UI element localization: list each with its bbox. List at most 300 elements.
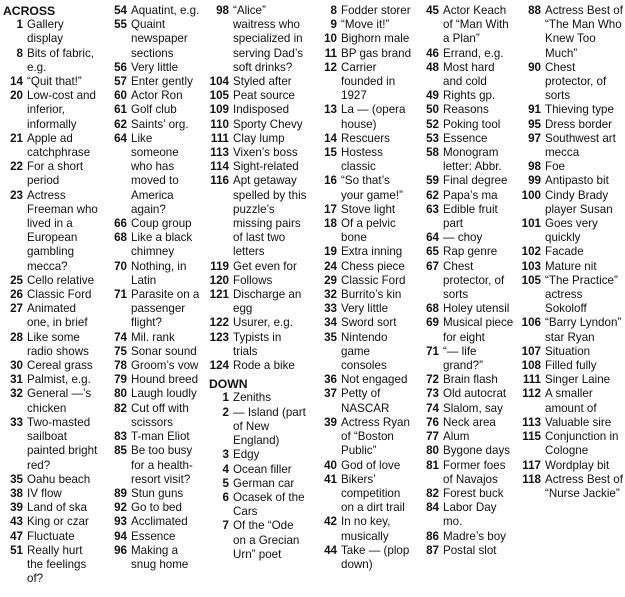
clue-number: 37 [324,387,337,401]
clue-number: 11 [324,46,337,60]
clue-text: King or czar [27,515,89,529]
clue-item [317,32,415,46]
clue-text: Apple ad catchphrase [27,131,91,160]
clue-number: 98 [216,4,229,17]
clue-number: 113 [210,146,229,160]
clue-text: Bygone days [443,444,511,458]
clue-number: 39 [10,501,23,515]
clue-number: 85 [114,444,127,458]
clue-text: Land of ska [27,501,87,515]
clue-number: 82 [114,401,127,415]
clue-text: Fodder storer [341,4,411,17]
clue-text: Very little [131,60,179,74]
clue-item [107,387,203,401]
clue-item [317,473,415,516]
clue-text: Cut off with scissors [131,401,189,429]
clue-item [3,189,99,274]
clue-number: 119 [210,259,229,273]
clue-text: Actress Freeman who lived in a European gambling mecca? [27,188,98,273]
clue-number: 111 [210,131,229,145]
clue-item [3,75,99,89]
clue-item [317,416,415,459]
clue-number: 39 [324,415,337,429]
clue-text: Cello relative [27,273,95,287]
clue-number: 23 [10,188,23,202]
clue-item [317,4,415,18]
clue-item [521,459,623,473]
clue-number: 122 [209,316,229,330]
clue-number: 22 [10,160,23,174]
clue-text: “So that’s your game!” [341,174,403,202]
clue-item [419,174,517,188]
clue-text: Stove light [341,202,396,216]
clue-number: 25 [10,273,23,287]
clue-text: Indisposed [233,103,290,117]
column-2 [107,4,203,572]
clue-item [3,47,99,75]
clue-item [3,288,99,302]
clue-item [209,75,307,89]
clue-number: 67 [426,259,439,273]
clue-text: Typists in trials [233,330,282,358]
clue-text: Situation [545,344,591,358]
clue-number: 16 [324,174,337,188]
clue-number: 107 [521,344,541,358]
clue-text: Wordplay bit [545,458,610,472]
clue-number: 82 [426,486,439,500]
column-5 [419,4,517,558]
clue-item [419,302,517,316]
clue-item [521,245,623,259]
clue-text: Not engaged [341,373,408,387]
clue-text: Old autocrat [443,387,507,401]
clue-number: 17 [324,202,337,216]
clue-item [107,402,203,430]
clue-item [209,359,307,373]
clue-number: 53 [426,131,439,145]
clue-text: A smaller amount of [545,387,597,415]
clue-item [317,331,415,374]
clue-number: 58 [426,146,439,160]
clue-item [3,18,99,46]
clue-item [317,316,415,330]
clue-item [317,302,415,316]
clue-number: 108 [521,359,541,373]
clue-number: 86 [426,529,439,543]
clue-item [107,118,203,132]
clue-item [419,89,517,103]
clue-number: 95 [528,117,541,131]
clue-number: 124 [209,359,229,373]
clue-text: Vixen’s boss [233,146,298,160]
clue-text: Singer Laine [545,373,611,387]
clue-text: Usurer, e.g. [233,316,293,330]
clue-text: Really hurt the feelings of? [27,543,87,586]
clue-item [521,160,623,174]
clue-item [107,75,203,89]
clue-item [317,288,415,302]
clue-text: Ocasek of the Cars [233,490,305,519]
clue-item [3,274,99,288]
clue-item [419,103,517,117]
clue-text: Peat source [233,89,295,103]
clue-number: 111 [522,373,541,387]
clue-item [317,132,415,146]
clue-number: 27 [10,302,23,316]
clue-number: 40 [324,458,337,472]
clue-number: 5 [222,476,229,490]
clue-number: 24 [324,259,337,273]
clue-item [521,4,623,61]
clue-text: Monogram letter: Abbr. [443,146,502,174]
clue-item [317,174,415,202]
clue-item [317,61,415,104]
clue-number: 7 [222,519,229,533]
clue-item [419,373,517,387]
clue-text: Forest buck [443,486,504,500]
clue-number: 29 [324,273,337,287]
clue-item [521,387,623,415]
clue-number: 32 [10,387,23,401]
clue-item [521,316,623,344]
clue-number: 103 [521,259,541,273]
clue-number: 118 [522,472,541,486]
clue-item [317,387,415,415]
clue-item [317,217,415,245]
clue-item [3,387,99,415]
clue-number: 6 [222,490,229,504]
clue-text: Cereal grass [27,359,93,373]
clue-item [317,544,415,572]
clue-number: 84 [426,501,439,515]
clue-text: — choy [443,231,483,245]
clue-item [419,501,517,529]
clue-number: 73 [426,387,439,401]
clue-item [209,146,307,160]
clue-item [521,103,623,117]
clue-number: 115 [522,430,541,444]
clue-text: Go to bed [131,501,182,515]
clue-text: Papa’s ma [443,188,498,202]
clue-number: 49 [426,89,439,103]
clue-number: 60 [114,89,127,103]
clue-number: 113 [522,415,541,429]
clue-number: 14 [10,75,23,89]
clue-item [107,515,203,529]
clue-number: 41 [324,472,337,486]
clue-item [521,61,623,104]
clue-item [419,132,517,146]
clue-item [317,103,415,131]
clue-item [107,4,203,18]
clue-text: Actress Ryan of “Boston Public” [341,415,410,458]
clue-item [107,260,203,288]
clue-item [419,189,517,203]
clue-number: 63 [426,202,439,216]
clue-text: Burrito’s kin [341,288,402,302]
clue-item [107,61,203,75]
clue-item [3,89,99,132]
clue-number: 21 [10,131,23,145]
clue-text: Styled after [233,75,292,89]
clue-text: Holey utensil [443,302,510,316]
clue-text: Most hard and cold [443,60,495,89]
clue-text: Sight-related [233,160,299,174]
clue-text: Chest protector, of sorts [443,259,505,302]
clue-item [209,463,307,477]
clue-number: 33 [324,302,337,316]
clue-item [317,245,415,259]
clue-text: Actress Best of “The Man Who Knew Too Much” [545,4,623,60]
clue-item [3,302,99,330]
clue-number: 45 [426,4,439,17]
clue-text: Hound breed [131,373,199,387]
clue-text: For a short period [27,160,84,188]
clue-text: Very little [341,302,389,316]
clue-item [3,487,99,501]
clue-number: 88 [528,4,541,17]
clue-text: Like someone who has moved to America again? [131,131,179,216]
clue-number: 14 [324,131,337,145]
clue-number: 99 [528,174,541,188]
clue-text: Actor Ron [131,89,183,103]
clue-text: Valuable sire [545,415,612,429]
clue-item [521,217,623,245]
clue-item [419,203,517,231]
clue-item [419,260,517,303]
clue-item [107,231,203,259]
clue-text: Fluctuate [27,529,75,543]
clue-item [419,316,517,344]
clue-number: 121 [209,288,229,302]
clue-number: 72 [426,373,439,387]
clue-text: Goes very quickly [545,217,598,245]
clue-number: 83 [114,430,127,444]
clue-item [209,274,307,288]
clue-number: 80 [426,444,439,458]
clue-item [107,89,203,103]
clue-text: Thieving type [545,103,614,117]
clue-text: Get even for [233,259,297,273]
clue-item [107,544,203,572]
clue-item [419,231,517,245]
clue-number: 20 [10,89,23,103]
clue-text: Palmist, e.g. [27,373,91,387]
clue-text: BP gas brand [341,46,412,60]
clue-number: 79 [114,373,127,387]
clue-item [3,530,99,544]
down-heading: DOWN [209,377,248,392]
clue-item [209,89,307,103]
clue-text: T-man Eliot [131,430,190,444]
clue-text: Dress border [545,117,613,131]
clue-text: Reasons [443,103,489,117]
clue-number: 87 [426,543,439,557]
clue-text: “— life grand?” [443,344,483,373]
clue-number: 2 [222,405,229,419]
clue-item [521,118,623,132]
clue-number: 50 [426,103,439,117]
clue-number: 35 [324,330,337,344]
clue-number: 117 [522,458,541,472]
clue-number: 97 [528,131,541,145]
clue-number: 43 [10,515,23,529]
clue-number: 65 [426,245,439,259]
clue-text: Sonar sound [131,344,197,358]
clue-number: 110 [210,117,229,131]
clue-number: 1 [222,391,229,405]
clue-item [419,544,517,558]
clue-item [3,331,99,359]
clue-number: 51 [10,543,23,557]
column-3 [209,4,307,562]
clue-item [209,406,307,449]
clue-text: Poking tool [443,117,501,131]
clue-number: 105 [521,273,541,287]
clue-item [107,430,203,444]
clue-text: Bits of fabric, e.g. [27,46,95,74]
clue-item [521,189,623,217]
clue-text: Zeniths [233,391,272,405]
clue-item [3,501,99,515]
column-4 [317,4,415,572]
clue-item [317,260,415,274]
clue-text: Chest protector, of sorts [545,60,607,103]
clue-number: 116 [210,174,229,188]
clue-text: Clay lump [233,131,285,145]
clue-text: God of love [341,458,401,472]
clue-number: 68 [114,231,127,245]
clue-item [107,373,203,387]
clue-item [107,444,203,487]
clue-text: Foe [545,160,565,174]
clue-text: Mature nit [545,259,597,273]
clue-item [3,359,99,373]
clue-number: 92 [114,501,127,515]
clue-text: Like a black chimney [131,231,193,259]
clue-text: Petty of NASCAR [341,387,390,415]
clue-item [107,345,203,359]
clue-item [317,18,415,32]
clue-number: 3 [222,448,229,462]
clue-item [317,146,415,174]
clue-item [419,430,517,444]
clue-text: — Island (part of New England) [233,405,306,448]
clue-text: Coup group [131,217,192,231]
clue-item [419,416,517,430]
clue-item [209,331,307,359]
clue-item [209,132,307,146]
clue-number: 42 [324,515,337,529]
clue-item [521,260,623,274]
clue-item [209,391,307,405]
clue-number: 91 [528,103,541,117]
clue-text: Ocean filler [233,462,292,476]
clue-item [3,473,99,487]
clue-text: Follows [233,273,273,287]
clue-text: “Move it!” [341,18,390,32]
clue-text: German car [233,476,295,490]
clue-number: 120 [209,273,229,287]
clue-item [419,402,517,416]
clue-text: Making a snug home [131,543,189,571]
clue-item [521,473,623,501]
clue-item [107,103,203,117]
clue-text: IV flow [27,486,62,500]
clue-item [3,160,99,188]
clue-text: Southwest art mecca [545,131,616,160]
clue-number: 34 [324,316,337,330]
clue-number: 13 [324,103,337,117]
clue-item [419,459,517,487]
clue-number: 8 [16,46,23,60]
clue-text: Essence [443,131,488,145]
clue-number: 112 [522,387,541,401]
clue-item [419,118,517,132]
clue-number: 10 [324,32,337,46]
clue-text: Facade [545,245,584,259]
clue-item [317,47,415,61]
clue-number: 105 [209,89,229,103]
clue-item [521,174,623,188]
clue-number: 69 [426,316,439,330]
clue-item [107,132,203,217]
clue-text: “Barry Lyndon” star Ryan [545,316,622,344]
clue-item [107,217,203,231]
clue-text: Like some radio shows [27,330,89,358]
clue-item [419,345,517,373]
clue-item [107,530,203,544]
clue-text: Bighorn male [341,32,410,46]
clue-number: 19 [324,245,337,259]
clue-text: Acclimated [131,515,188,529]
clue-text: “The Practice” actress Sokoloff [545,273,618,316]
clue-number: 59 [426,174,439,188]
clue-number: 80 [114,387,127,401]
clue-number: 57 [114,75,127,89]
clue-text: Nintendo game consoles [341,330,388,373]
clue-text: Edgy [233,448,260,462]
clue-item [209,103,307,117]
clue-text: Chess piece [341,259,405,273]
clue-text: Quaint newspaper sections [131,18,188,60]
clue-number: 9 [330,18,337,32]
clue-number: 114 [210,160,229,174]
clue-item [107,288,203,331]
clue-item [107,331,203,345]
clue-number: 101 [521,217,541,231]
clue-number: 26 [10,288,23,302]
clue-item [317,274,415,288]
clue-text: Stun guns [131,486,184,500]
clue-text: Apt getaway spelled by this puzzle’s missing pairs of last two letters [233,174,307,259]
clue-item [317,373,415,387]
clue-text: Rescuers [341,131,390,145]
clue-item [107,487,203,501]
clue-text: Golf club [131,103,177,117]
clue-number: 33 [10,415,23,429]
clue-number: 46 [426,46,439,60]
clue-item [419,61,517,89]
clue-text: Rights gp. [443,89,496,103]
clue-text: Labor Day mo. [443,501,497,529]
clue-text: Carrier founded in 1927 [341,60,396,103]
clue-item [419,487,517,501]
clue-text: Enter gently [131,75,193,89]
clue-item [317,203,415,217]
clue-number: 109 [209,103,229,117]
clue-text: Of the “Ode on a Grecian Urn” poet [233,519,300,561]
